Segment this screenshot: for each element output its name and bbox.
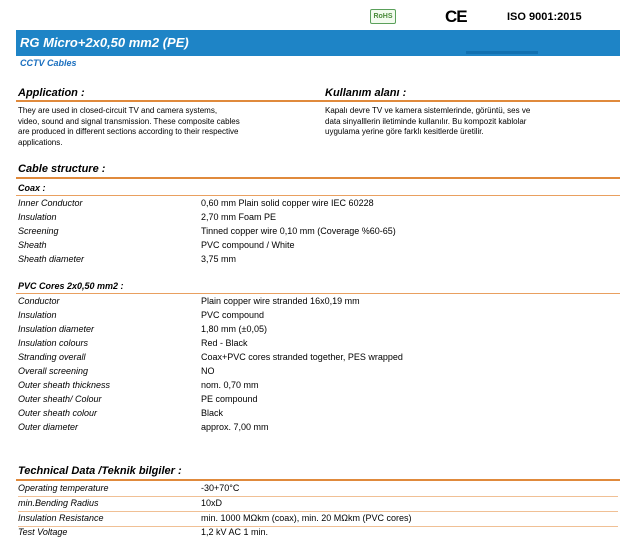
spec-value: Plain copper wire stranded 16x0,19 mm <box>201 296 360 306</box>
spec-row <box>18 211 618 225</box>
spec-row <box>18 421 618 435</box>
application-heading-tr: Kullanım alanı : <box>325 87 407 99</box>
spec-key: Insulation Resistance <box>18 513 104 523</box>
spec-value: 3,75 mm <box>201 254 237 264</box>
application-text-tr-line: data sinyalllerin iletiminde kullanılır. Bu kompozit kablolar <box>325 116 527 126</box>
spec-key: Inner Conductor <box>18 198 83 208</box>
spec-value: 2,70 mm Foam PE <box>201 212 277 222</box>
application-divider <box>16 100 620 102</box>
spec-key: Screening <box>18 226 59 236</box>
spec-key: Sheath diameter <box>18 254 85 264</box>
spec-row <box>18 365 618 379</box>
application-text-tr-line: Kapalı devre TV ve kamera sistemlerinde, görüntü, ses ve <box>325 106 531 115</box>
application-text-tr-line: uygulama yerine göre farklı kesitlerde üretilir. <box>325 127 484 136</box>
spec-value: 1,2 kV AC 1 min. <box>201 527 269 537</box>
spec-key: Sheath <box>18 240 47 250</box>
spec-key: Conductor <box>18 296 60 306</box>
iso-certification: ISO 9001:2015 <box>507 11 582 23</box>
spec-key: Operating temperature <box>18 483 109 493</box>
tech-row <box>18 497 618 512</box>
spec-key: Outer sheath/ Colour <box>18 394 102 404</box>
tech-row <box>18 482 618 497</box>
spec-key: Test Voltage <box>18 527 68 537</box>
spec-row <box>18 407 618 421</box>
coax-divider <box>16 195 620 196</box>
spec-value: Red - Black <box>201 338 248 348</box>
spec-value: Black <box>201 408 224 418</box>
spec-key: Insulation <box>18 310 57 320</box>
structure-divider <box>16 177 620 179</box>
spec-row <box>18 197 618 211</box>
spec-row <box>18 337 618 351</box>
title-bar <box>16 30 620 56</box>
coax-heading: Coax : <box>18 183 46 193</box>
pvc-divider <box>16 293 620 294</box>
spec-row <box>18 309 618 323</box>
application-text-en-line: applications. <box>18 137 63 147</box>
spec-row <box>18 393 618 407</box>
spec-key: Overall screening <box>18 366 89 376</box>
spec-value: PE compound <box>201 394 258 404</box>
spec-value: min. 1000 MΩkm (coax), min. 20 MΩkm (PVC cores) <box>201 513 412 523</box>
spec-row <box>18 323 618 337</box>
tech-row <box>18 526 618 540</box>
technical-heading: Technical Data /Teknik bilgiler : <box>18 465 182 477</box>
spec-key: Outer sheath colour <box>18 408 98 418</box>
title-accent <box>466 51 538 54</box>
spec-key: Outer sheath thickness <box>18 380 111 390</box>
spec-key: min.Bending Radius <box>18 498 99 508</box>
spec-key: Insulation diameter <box>18 324 95 334</box>
pvc-heading: PVC Cores 2x0,50 mm2 : <box>18 281 124 291</box>
spec-key: Stranding overall <box>18 352 86 362</box>
structure-heading: Cable structure : <box>18 163 106 175</box>
application-text-en-line: They are used in closed-circuit TV and camera systems, <box>18 106 218 115</box>
spec-value: PVC compound / White <box>201 240 295 250</box>
spec-row <box>18 225 618 239</box>
tech-row <box>18 512 618 527</box>
spec-key: Outer diameter <box>18 422 79 432</box>
spec-value: 10xD <box>201 498 223 508</box>
spec-value: approx. 7,00 mm <box>201 422 269 432</box>
spec-value: -30+70°C <box>201 483 240 493</box>
spec-value: nom. 0,70 mm <box>201 380 259 390</box>
spec-value: Coax+PVC cores stranded together, PES wrapped <box>201 352 403 362</box>
application-heading-en: Application : <box>18 87 85 99</box>
spec-row <box>18 351 618 365</box>
spec-row <box>18 379 618 393</box>
ce-mark: CE <box>445 7 467 26</box>
spec-value: Tinned copper wire 0,10 mm (Coverage %60-65) <box>201 226 396 236</box>
spec-row <box>18 253 618 267</box>
product-subtitle: CCTV Cables <box>20 58 77 68</box>
spec-value: 1,80 mm (±0,05) <box>201 324 267 334</box>
spec-key: Insulation <box>18 212 57 222</box>
spec-row <box>18 239 618 253</box>
spec-row <box>18 295 618 309</box>
application-text-en <box>18 106 318 148</box>
application-text-tr <box>325 106 620 138</box>
rohs-badge: RoHS <box>370 9 396 24</box>
spec-value: 0,60 mm Plain solid copper wire IEC 60228 <box>201 198 374 208</box>
technical-divider <box>16 479 620 481</box>
application-text-en-line: video, sound and signal transmission. These composite cables <box>18 116 240 126</box>
product-title: RG Micro+2x0,50 mm2 (PE) <box>20 35 189 50</box>
spec-value: NO <box>201 366 215 376</box>
spec-value: PVC compound <box>201 310 265 320</box>
application-text-en-line: are produced in different sections according to their respective <box>18 127 239 136</box>
spec-key: Insulation colours <box>18 338 89 348</box>
